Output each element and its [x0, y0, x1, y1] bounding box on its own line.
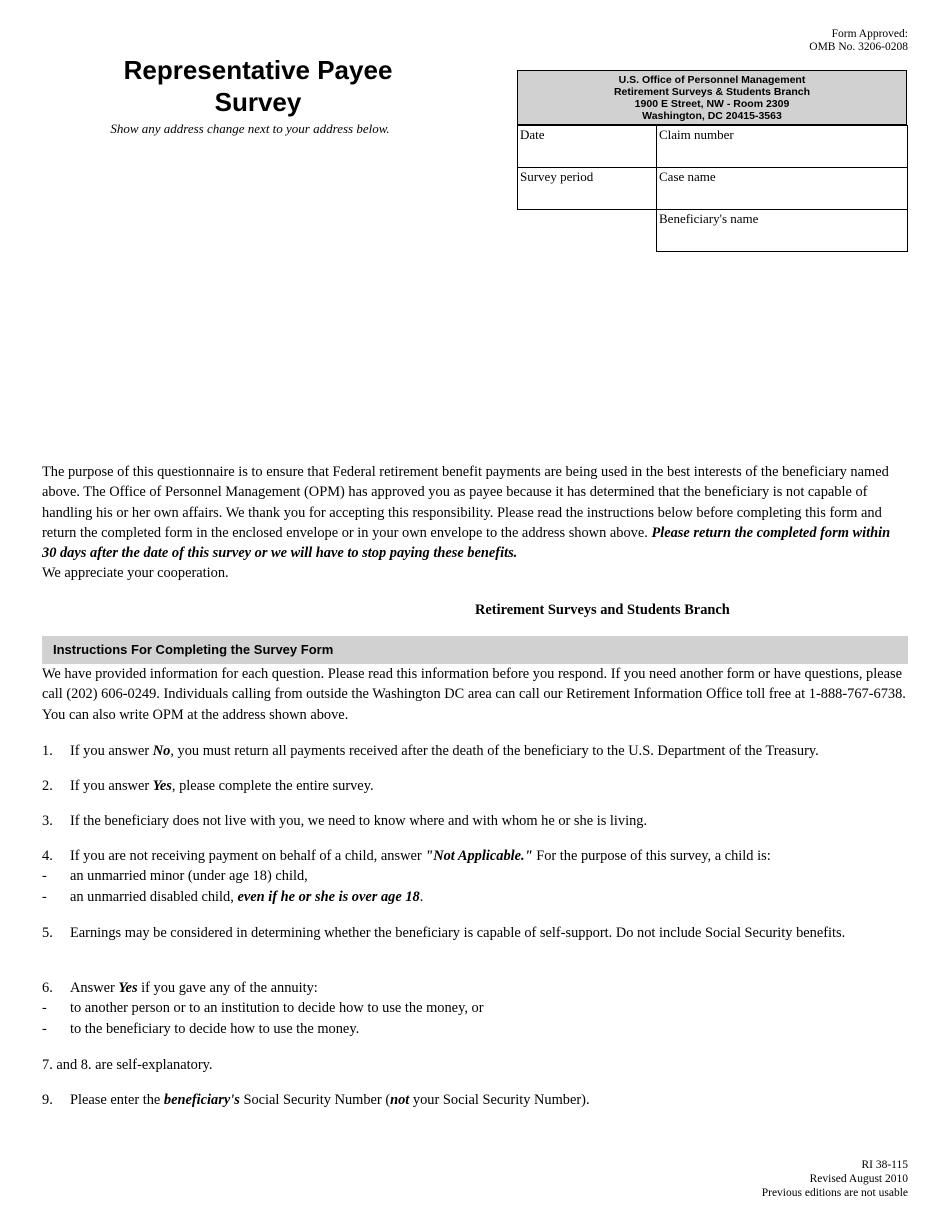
instruction-item-4	[42, 846, 908, 907]
item-text: your Social Security Number).	[409, 1092, 590, 1108]
item-text: , please complete the entire survey.	[171, 778, 374, 794]
omb-approval-notice	[809, 28, 908, 54]
form-approved-label: Form Approved:	[831, 28, 908, 40]
omb-number: OMB No. 3206-0208	[809, 41, 908, 53]
item-number: 4.	[42, 848, 53, 864]
instruction-item-5	[42, 923, 908, 943]
item-text: Please enter the	[70, 1092, 164, 1108]
survey-period-label: Survey period	[520, 169, 594, 184]
item-number: 1.	[42, 743, 53, 759]
date-label: Date	[520, 127, 545, 142]
intro-paragraph	[42, 462, 908, 584]
form-number: RI 38-115	[861, 1159, 908, 1171]
item-text: Social Security Number (	[239, 1092, 391, 1108]
sub-item-text: to another person or to an institution to decide how to use the money, or	[70, 1000, 484, 1017]
page-title: Representative Payee Survey	[123, 55, 393, 117]
opm-city: Washington, DC 20415-3563	[642, 110, 782, 122]
item-text: if you gave any of the annuity:	[137, 980, 318, 996]
item-number: 2.	[42, 778, 53, 794]
sub-item	[42, 998, 908, 1018]
form-footer	[762, 1158, 908, 1200]
instruction-item-2	[42, 776, 908, 796]
item-emphasis: Yes	[152, 778, 172, 794]
case-name-field[interactable]	[656, 167, 908, 210]
branch-signature: Retirement Surveys and Students Branch	[475, 602, 730, 618]
opm-address-header	[517, 70, 907, 125]
beneficiary-name-label: Beneficiary's name	[659, 211, 759, 226]
intro-closing: We appreciate your cooperation.	[42, 565, 229, 582]
sub-item-emphasis: even if he or she is over age 18	[237, 888, 420, 905]
sub-item	[42, 887, 908, 907]
address-change-note: Show any address change next to your address below.	[110, 121, 390, 136]
sub-item-text: an unmarried disabled child,	[70, 888, 238, 905]
sub-item	[42, 866, 908, 886]
claim-number-field[interactable]	[656, 125, 908, 168]
sub-item-text: .	[419, 888, 424, 905]
claim-number-label: Claim number	[659, 127, 734, 142]
instruction-item-7-8: 7. and 8. are self-explanatory.	[42, 1057, 213, 1073]
intro-text: The purpose of this questionnaire is to ensure that Federal retirement benefit payments are being used in the best interests of the beneficiary named above. The Office of Personnel Management (OPM) has approved you as payee because it has determined that the beneficiary is not capable of handling his or her own affairs. We thank you for accepting this responsibility. Please read the instructions below before completing this form and return the completed form in the enclosed envelope or in your own envelope to the address shown above.	[42, 464, 889, 541]
item-text: If the beneficiary does not live with you, we need to know where and with whom he or she is living.	[70, 813, 648, 829]
date-field[interactable]	[517, 125, 657, 168]
instruction-item-3	[42, 811, 908, 831]
beneficiary-name-field[interactable]	[656, 209, 908, 252]
item-text: If you are not receiving payment on behalf of a child, answer	[70, 848, 426, 864]
intro-deadline-warning: Please return the completed form within 30 days after the date of this survey or we will have to stop paying these benefits.	[42, 524, 891, 562]
sub-item-text: an unmarried minor (under age 18) child,	[70, 868, 308, 885]
item-number: 3.	[42, 813, 53, 829]
opm-address-box	[517, 70, 907, 250]
survey-period-field[interactable]	[517, 167, 657, 210]
instruction-item-6	[42, 978, 908, 1039]
item-text: Earnings may be considered in determining whether the beneficiary is capable of self-support. Do not include Social Security benefits.	[70, 925, 846, 941]
item-text: If you answer	[70, 743, 153, 759]
sub-item	[42, 1019, 908, 1039]
item-emphasis: not	[390, 1092, 410, 1108]
item-text: If you answer	[70, 778, 153, 794]
item-emphasis: beneficiary's	[163, 1092, 240, 1108]
item-text: , you must return all payments received after the death of the beneficiary to the U.S. Department of the Treasury.	[170, 743, 819, 759]
previous-editions-note: Previous editions are not usable	[761, 1187, 908, 1199]
opm-branch-name: Retirement Surveys & Students Branch	[613, 86, 811, 98]
revision-date: Revised August 2010	[809, 1173, 908, 1185]
dash-bullet: -	[42, 868, 47, 885]
item-number: 6.	[42, 980, 53, 996]
opm-agency-name: U.S. Office of Personnel Management	[618, 74, 806, 86]
instruction-item-9	[42, 1090, 908, 1110]
item-text: For the purpose of this survey, a child is:	[532, 848, 771, 864]
instructions-intro: We have provided information for each question. Please read this information before you respond. If you need another form or have questions, please call (202) 606-0249. Individuals calling from outside the Washington DC area can call our Retirement Information Office toll free at 1-888-767-6738. You can also write OPM at the address shown above.	[42, 666, 906, 723]
item-emphasis: "Not Applicable."	[425, 848, 533, 864]
sub-item-text: to the beneficiary to decide how to use the money.	[70, 1020, 360, 1037]
item-emphasis: Yes	[118, 980, 138, 996]
case-name-label: Case name	[659, 169, 716, 184]
opm-street: 1900 E Street, NW - Room 2309	[634, 98, 790, 110]
item-emphasis: No	[152, 743, 171, 759]
item-number: 5.	[42, 925, 53, 941]
dash-bullet: -	[42, 1000, 47, 1017]
item-number: 9.	[42, 1092, 53, 1108]
instructions-heading: Instructions For Completing the Survey Form	[42, 636, 908, 664]
dash-bullet: -	[42, 888, 47, 905]
instruction-item-1	[42, 741, 908, 761]
dash-bullet: -	[42, 1020, 47, 1037]
item-text: Answer	[70, 980, 119, 996]
